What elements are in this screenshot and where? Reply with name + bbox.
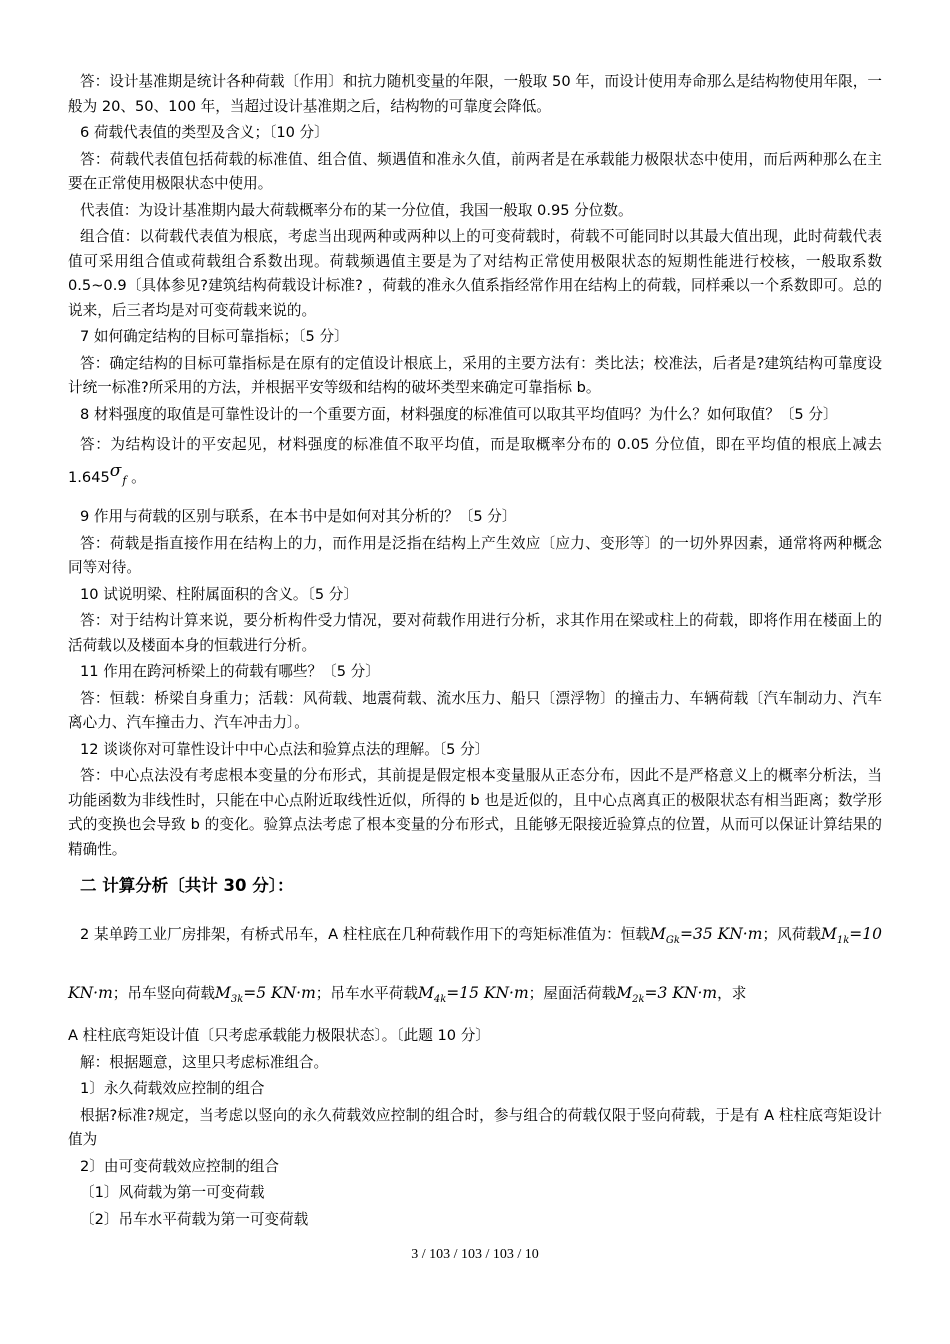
q10-answer: 答：对于结构计算来说，要分析构件受力情况，要对荷载作用进行分析，求其作用在梁或柱上的荷载，即将作用在楼面上的活荷载以及楼面本身的恒载进行分析。 <box>68 612 882 654</box>
solution-case-1: 〔1〕风荷载为第一可变荷载 <box>80 1184 265 1202</box>
q8-answer-text: 答：为结构设计的平安起见，材料强度的标准值不取平均值，而是取概率分布的 0.05 分位值，即在平均值的根底上减去 1.645 <box>68 436 882 486</box>
q11-answer: 答：恒载：桥梁自身重力；活载：风荷载、地震荷载、流水压力、船只〔漂浮物〕的撞击力、车辆荷载〔汽车制动力、汽车离心力、汽车撞击力、汽车冲击力〕。 <box>68 689 882 731</box>
moment-roof-live: $M_{2k}=3$ KN·m <box>616 984 718 1006</box>
q7-title: 7 如何确定结构的目标可靠指标；〔5 分〕 <box>80 328 349 345</box>
moment-crane-horizontal: $M_{4k}=15$ KN·m <box>417 984 529 1006</box>
solution-step-1: 1〕永久荷载效应控制的组合 <box>80 1080 265 1098</box>
calc-text-4: ；吊车水平荷载 <box>315 985 418 1003</box>
q8-answer-end: 。 <box>131 469 146 486</box>
calc-text-3: ；吊车竖向荷载 <box>112 985 215 1003</box>
q6-combination-value: 组合值：以荷载代表值为根底，考虑当出现两种或两种以上的可变荷载时，荷载不可能同时以其最大值出现，此时荷载代表值可采用组合值或荷载组合系数出现。荷载频遇值主要是为了对结构正常使用极限状态的短期性能进行校核，一般取系数 0.5~0.9〔具体参见?建筑结构荷载设计标准? ，荷载的准永久值系指经常作用在结构上的荷载，同样乘以一个系数即可。总的说来，后三者均是对可变荷载来说的。 <box>68 228 882 319</box>
q10-title: 10 试说明梁、柱附属面积的含义。〔5 分〕 <box>80 585 358 603</box>
q6-answer: 答：荷载代表值包括荷载的标准值、组合值、频遇值和准永久值，前两者是在承载能力极限状态中使用，而后两种那么在主要在正常使用极限状态中使用。 <box>68 150 882 192</box>
q6-representative-value: 代表值：为设计基准期内最大荷载概率分布的某一分位值，我国一般取 0.95 分位数。 <box>80 201 633 219</box>
solution-case-2: 〔2〕吊车水平荷载为第一可变荷载 <box>80 1210 309 1228</box>
solution-intro: 解：根据题意，这里只考虑标准组合。 <box>80 1053 329 1071</box>
calc-problem-2 <box>68 908 882 1026</box>
calc-text-1: 2 某单跨工业厂房排架，有桥式吊车，A 柱柱底在几种荷载作用下的弯矩标准值为：恒载 <box>80 926 651 943</box>
moment-dead-load: $M_{Gk}=35$ KN·m <box>650 925 763 947</box>
calc-text-5: ；屋面活荷载 <box>528 985 617 1003</box>
solution-step-2: 2〕由可变荷载效应控制的组合 <box>80 1157 280 1175</box>
calc-text-7: A 柱柱底弯矩设计值〔只考虑承载能力极限状态〕。〔此题 10 分〕 <box>68 1027 490 1045</box>
q7-answer: 答：确定结构的目标可靠指标是在原有的定值设计根底上，采用的主要方法有：类比法；校准法，后者是?建筑结构可靠度设计统一标准?所采用的方法，并根据平安等级和结构的破坏类型来确定可靠指标 b。 <box>68 354 882 396</box>
q12-title: 12 谈谈你对可靠性设计中中心点法和验算点法的理解。〔5 分〕 <box>80 740 490 758</box>
solution-step-1-text: 根据?标准?规定，当考虑以竖向的永久荷载效应控制的组合时，参与组合的荷载仅限于竖向荷载，于是有 A 柱柱底弯矩设计值为 <box>68 1106 882 1149</box>
q9-title: 9 作用与荷载的区别与联系，在本书中是如何对其分析的？〔5 分〕 <box>80 508 517 525</box>
sigma-subscript: f <box>122 474 127 487</box>
q11-title: 11 作用在跨河桥梁上的荷载有哪些？〔5 分〕 <box>80 663 380 680</box>
page-footer: 3 / 103 / 103 / 103 / 10 <box>411 1247 539 1262</box>
section-heading: 二 计算分析〔共计 30 分〕： <box>80 876 294 895</box>
moment-wind-load: $M_{1k}=10$ KN·m <box>68 925 882 1003</box>
document-page <box>68 70 882 1232</box>
q8-answer <box>68 429 882 495</box>
q8-title: 8 材料强度的取值是可靠性设计的一个重要方面，材料强度的标准值可以取其平均值吗？为什么？如何取值？〔5 分〕 <box>80 405 838 423</box>
calc-text-6: ，求 <box>717 985 747 1003</box>
q12-answer: 答：中心点法没有考虑根本变量的分布形式，其前提是假定根本变量服从正态分布，因此不是严格意义上的概率分析法，当功能函数为非线性时，只能在中心点附近取线性近似，所得的 b 也是近似的，且中心点离真正的极限状态有相当距离；数学形式的变换也会导致 b 的变化。验算点法考虑了根本变量的分布形式，且能够无限接近验算点的位置，从而可以保证计算结果的精确性。 <box>68 767 882 858</box>
calc-text-2: ；风荷载 <box>762 926 821 943</box>
q5-answer: 答：设计基准期是统计各种荷载〔作用〕和抗力随机变量的年限，一般取 50 年，而设计使用寿命那么是结构物使用年限，一般为 20、50、100 年，当超过设计基准期之后，结构物的可靠度会降低。 <box>68 73 882 115</box>
q9-answer: 答：荷载是指直接作用在结构上的力，而作用是泛指在结构上产生效应〔应力、变形等〕的一切外界因素，通常将两种概念同等对待。 <box>68 534 882 576</box>
sigma-symbol: σ <box>109 461 122 481</box>
moment-crane-vertical: $M_{3k}=5$ KN·m <box>214 984 316 1006</box>
q6-title: 6 荷载代表值的类型及含义；〔10 分〕 <box>80 124 329 141</box>
